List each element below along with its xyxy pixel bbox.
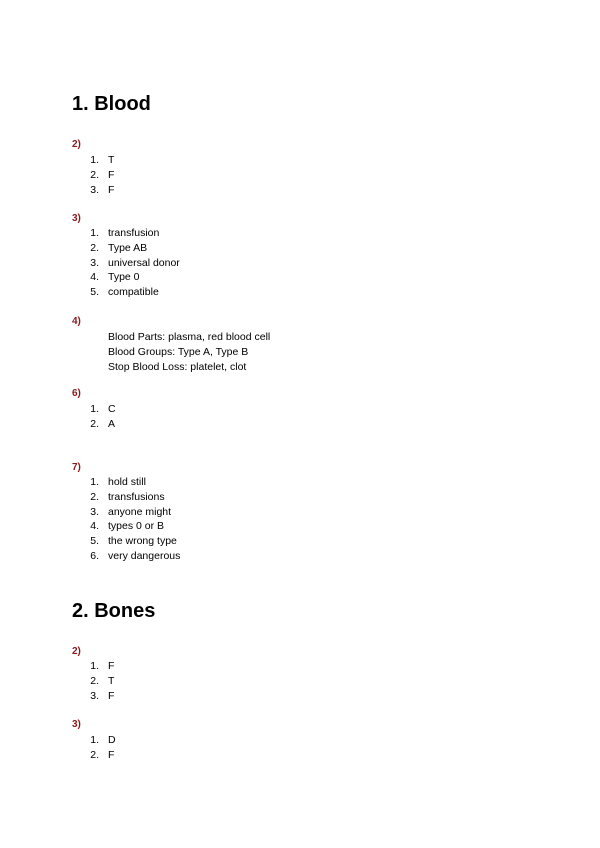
answer-line: Stop Blood Loss: platelet, clot [108, 360, 247, 373]
question-label: 7) [72, 462, 81, 473]
question-label: 2) [72, 139, 81, 150]
question-label: 3) [72, 719, 81, 730]
question-label: 4) [72, 316, 81, 327]
section-heading-blood: 1. Blood [72, 93, 151, 115]
question-label: 2) [72, 646, 81, 657]
answer-line: Blood Parts: plasma, red blood cell [108, 331, 271, 343]
answer-lines [108, 330, 270, 374]
question-label: 3) [72, 213, 81, 224]
question-label: 6) [72, 388, 81, 399]
section-heading-bones: 2. Bones [72, 600, 156, 622]
answer-line: Blood Groups: Type A, Type B [108, 345, 249, 358]
document-page: 1. Blood 2) 1. T 2. F 3. F 3) 1. transfusion 2. Type AB 3. universal donor 4. Type 0 5. compatible 4) Blood Parts: plasma, red blood cell Blood Groups: Type A, Type B Stop Blood Loss: platelet, clot 6) 1. C 2. A 7) 1. hold still 2. transfusions 3. anyone might 4. types 0 or B 5. the wrong type 6. very dangerous 2. Bones 2) 1. F 2. T 3. F 3) 1. D 2. F [72, 93, 271, 761]
